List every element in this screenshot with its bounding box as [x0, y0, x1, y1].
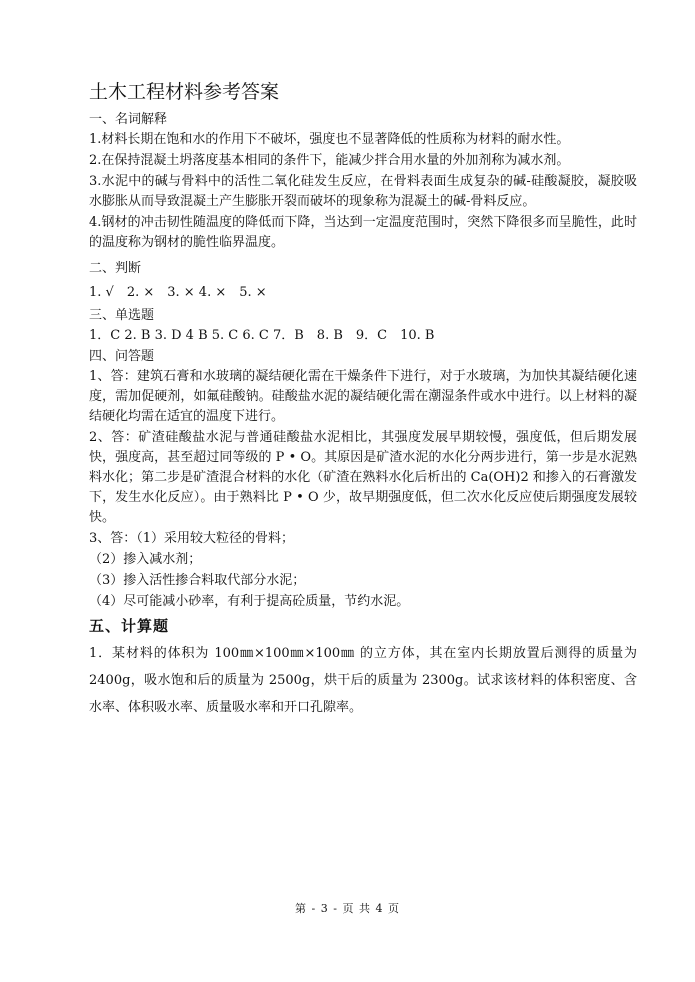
section-heading-single-choice: 三、单选题	[89, 308, 155, 323]
qa-answer: 3、答：（1）采用较大粒径的骨料；	[89, 531, 295, 546]
section-heading-calculation: 五、计算题	[89, 617, 170, 635]
section-heading-qa: 四、问答题	[89, 349, 155, 364]
section-heading-true-false: 二、判断	[89, 261, 142, 276]
document-title: 土木工程材料参考答案	[89, 81, 280, 103]
calculation-problem: 1．某材料的体积为 100㎜×100㎜×100㎜ 的立方体，其在室内长期放置后测得的质量为 2400g，吸水饱和后的质量为 2500g，烘干后的质量为 2300g。试求该材料的体积密度、含水率、体积吸水率、质量吸水率和开口孔隙率。	[89, 646, 637, 715]
definition-item: 3.水泥中的碱与骨料中的活性二氧化硅发生反应，在骨料表面生成复杂的碱-硅酸凝胶，凝胶吸水膨胀从而导致混凝土产生膨胀开裂而破坏的现象称为混凝土的碱-骨料反应。	[89, 174, 637, 209]
qa-answer: 2、答：矿渣硅酸盐水泥与普通硅酸盐水泥相比，其强度发展早期较慢，强度低，但后期发展快，强度高，甚至超过同等级的 P • O。其原因是矿渣水泥的水化分两步进行，第一步是水泥熟料水化；第二步是矿渣混合材料的水化（矿渣在熟料水化后析出的 Ca(OH)2 和掺入的石膏激发下，发生水化反应）。由于熟料比 P • O 少，故早期强度低，但二次水化反应使后期强度发展较快。	[89, 430, 637, 525]
definition-item: 1.材料长期在饱和水的作用下不破坏，强度也不显著降低的性质称为材料的耐水性。	[89, 132, 570, 147]
section-heading-definitions: 一、名词解释	[89, 112, 168, 127]
definition-item: 2.在保持混凝土坍落度基本相同的条件下，能减少拌合用水量的外加剂称为减水剂。	[89, 153, 570, 168]
definition-item: 4.钢材的冲击韧性随温度的降低而下降，当达到一定温度范围时，突然下降很多而呈脆性，此时的温度称为钢材的脆性临界温度。	[89, 215, 637, 250]
true-false-answers: 1. √ 2. × 3. × 4. × 5. ×	[89, 285, 267, 300]
qa-answer: （3）掺入活性掺合料取代部分水泥；	[89, 573, 306, 588]
single-choice-answers: 1．C 2. B 3. D 4 B 5. C 6. C 7．B 8. B 9．C 10. B	[89, 328, 435, 343]
page-footer: 第 - 3 - 页 共 4 页	[295, 902, 400, 915]
qa-answer: （2）掺入减水剂；	[89, 552, 202, 567]
document-body	[89, 78, 637, 721]
qa-answer: 1、答：建筑石膏和水玻璃的凝结硬化需在干燥条件下进行，对于水玻璃，为加快其凝结硬化速度，需加促硬剂，如氟硅酸钠。硅酸盐水泥的凝结硬化需在潮湿条件或水中进行。以上材料的凝结硬化均需在适宜的温度下进行。	[89, 369, 637, 424]
qa-answer: （4）尽可能减小砂率，有利于提高砼质量，节约水泥。	[89, 594, 410, 609]
